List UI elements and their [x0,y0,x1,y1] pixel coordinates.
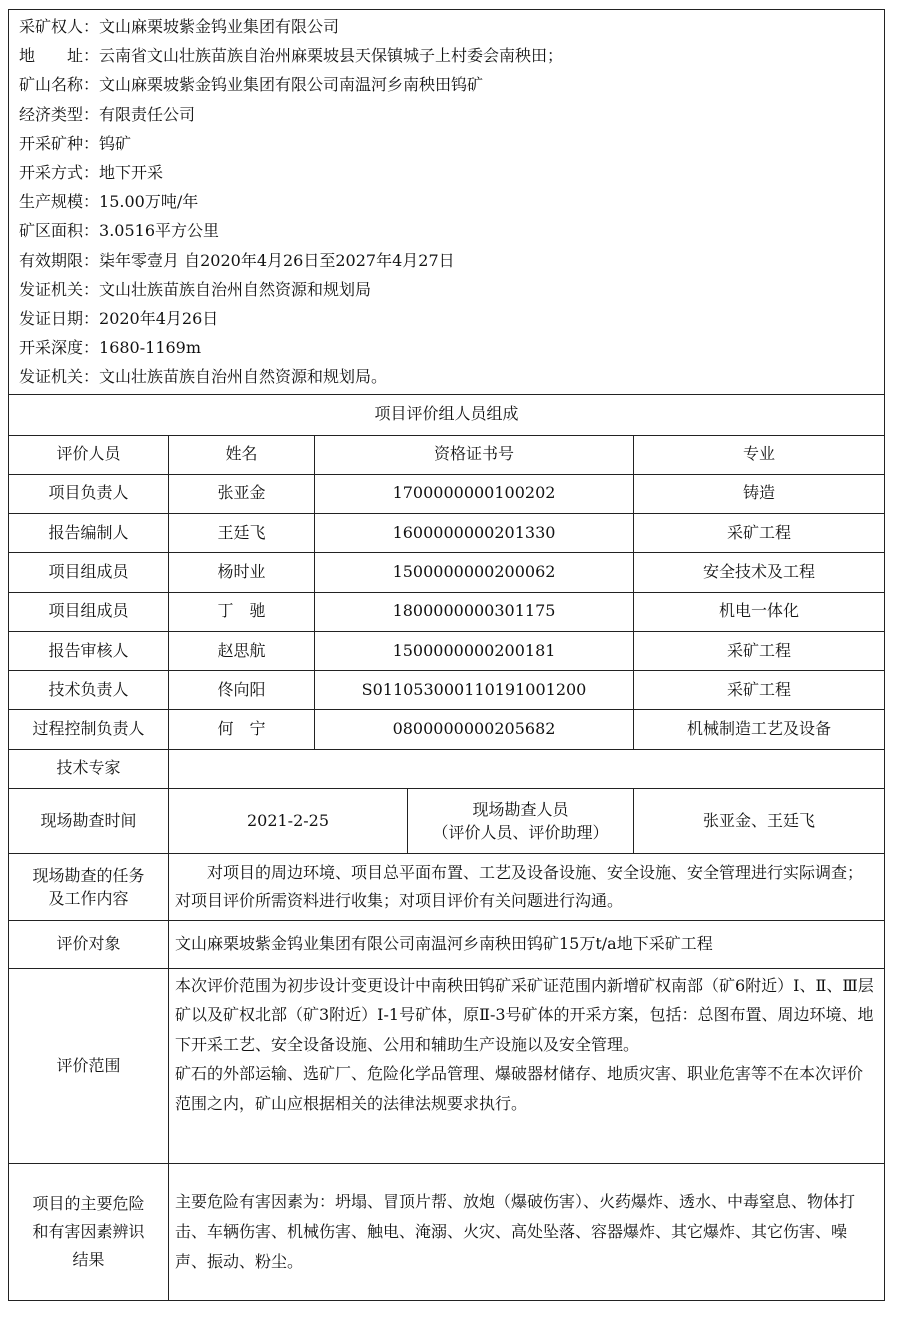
task-label [9,854,169,921]
table-row [9,631,885,670]
info-label: 开采方式： [19,163,100,183]
hazards-text: 主要危险有害因素为：坍塌、冒顶片帮、放炮（爆破伤害）、火药爆炸、透水、中毒窒息、物体打击、车辆伤害、机械伤害、触电、淹溺、火灾、高处坠落、容器爆炸、其它爆炸、其它伤害、噪声、振动、粉尘。 [169,1164,885,1301]
member-role: 项目组成员 [9,553,169,592]
survey-people-value: 张亚金、王廷飞 [634,789,885,854]
document [8,9,884,1301]
info-value: 云南省文山壮族苗族自治州麻栗坡县天保镇城子上村委会南秧田； [99,46,564,66]
info-line [19,362,874,391]
object-row [9,921,885,969]
info-value: 文山麻栗坡紫金钨业集团有限公司 [99,17,340,36]
member-major: 采矿工程 [634,671,885,710]
member-cert: 1600000000201330 [315,513,634,552]
survey-people-label [408,789,634,854]
scope-row [9,969,885,1164]
member-major: 机械制造工艺及设备 [634,710,885,749]
survey-people-label-2: （评价人员、评价助理） [432,823,609,843]
info-line [19,12,874,41]
info-label: 生产规模： [19,192,100,212]
member-cert: S011053000110191001200 [315,671,634,710]
member-major: 安全技术及工程 [634,553,885,592]
team-header-row [9,435,885,474]
member-cert: 1700000000100202 [315,474,634,513]
object-text: 文山麻栗坡紫金钨业集团有限公司南温河乡南秧田钨矿15万t/a地下采矿工程 [169,921,885,969]
license-info [9,10,885,395]
info-value: 文山壮族苗族自治州自然资源和规划局。 [99,367,388,387]
team-rows [9,474,885,749]
task-text: 对项目的周边环境、项目总平面布置、工艺及设备设施、安全设施、安全管理进行实际调查；对项目评价所需资料进行收集；对项目评价有关问题进行沟通。 [169,854,885,921]
info-label: 地 址： [19,46,100,66]
info-value: 2020年4月26日 [99,309,219,329]
info-line [19,275,874,304]
hazards-label-1: 项目的主要危险 [32,1194,145,1214]
hazards-label-3: 结果 [72,1250,105,1270]
scope-label: 评价范围 [9,969,169,1164]
member-name: 赵思航 [169,631,315,670]
expert-row [9,749,885,788]
evaluation-table [8,9,885,1301]
info-label: 开采矿种： [19,133,100,153]
info-label: 矿区面积： [19,221,100,241]
info-label: 经济类型： [19,104,100,124]
header-major: 专业 [634,435,885,474]
survey-row [9,789,885,854]
info-line [19,216,874,245]
info-label: 发证机关： [19,367,100,387]
task-label-2: 及工作内容 [48,889,129,909]
member-major: 采矿工程 [634,631,885,670]
member-role: 项目负责人 [9,474,169,513]
info-label: 有效期限： [19,250,100,270]
task-row [9,854,885,921]
member-cert: 1500000000200062 [315,553,634,592]
info-value: 3.0516平方公里 [99,221,220,241]
info-label: 开采深度： [19,338,100,358]
header-cert: 资格证书号 [315,435,634,474]
member-role: 项目组成员 [9,592,169,631]
hazards-label-2: 和有害因素辨识 [32,1222,145,1242]
member-name: 王廷飞 [169,513,315,552]
table-row [9,513,885,552]
table-row [9,671,885,710]
hazards-row [9,1164,885,1301]
header-name: 姓名 [169,435,315,474]
info-label: 发证日期： [19,309,100,329]
member-role: 报告编制人 [9,513,169,552]
scope-para-2: 矿石的外部运输、选矿厂、危险化学品管理、爆破器材储存、地质灾害、职业危害等不在本次评价范围之内，矿山应根据相关的法律法规要求执行。 [175,1064,864,1113]
survey-time-label: 现场勘查时间 [9,789,169,854]
info-label: 采矿权人： [19,17,100,36]
info-line [19,41,874,70]
info-line [19,333,874,362]
info-line [19,246,874,275]
member-name: 何 宁 [169,710,315,749]
info-value: 文山麻栗坡紫金钨业集团有限公司南温河乡南秧田钨矿 [99,75,484,95]
info-label: 发证机关： [19,279,100,299]
info-value: 钨矿 [99,133,132,153]
info-line [19,129,874,158]
info-line [19,100,874,129]
info-line [19,304,874,333]
info-value: 地下开采 [99,163,164,183]
scope-para-1: 本次评价范围为初步设计变更设计中南秧田钨矿采矿证范围内新增矿权南部（矿6附近）Ⅰ、Ⅱ、Ⅲ层矿以及矿权北部（矿3附近）Ⅰ-1号矿体，原Ⅱ-3号矿体的开采方案，包括：总图布置、周边环境、地下开采工艺、安全设备设施、公用和辅助生产设施以及安全管理。 [175,976,874,1054]
member-cert: 1500000000200181 [315,631,634,670]
info-value: 1680-1169m [99,338,202,358]
member-name: 张亚金 [169,474,315,513]
info-value: 有限责任公司 [99,104,196,124]
team-title: 项目评价组人员组成 [9,394,885,435]
expert-value [169,749,885,788]
info-value: 柒年零壹月 自2020年4月26日至2027年4月27日 [99,250,455,270]
member-cert: 0800000000205682 [315,710,634,749]
table-row [9,710,885,749]
member-major: 铸造 [634,474,885,513]
info-value: 15.00万吨/年 [99,192,199,212]
member-role: 过程控制负责人 [9,710,169,749]
task-label-1: 现场勘查的任务 [32,865,145,885]
member-name: 佟向阳 [169,671,315,710]
table-row [9,553,885,592]
info-label: 矿山名称： [19,75,100,95]
scope-text [169,969,885,1164]
member-major: 采矿工程 [634,513,885,552]
survey-people-label-1: 现场勘查人员 [472,799,569,819]
table-row [9,592,885,631]
object-label: 评价对象 [9,921,169,969]
info-line [19,158,874,187]
survey-time-value: 2021-2-25 [169,789,408,854]
member-role: 报告审核人 [9,631,169,670]
hazards-label [9,1164,169,1301]
info-line [19,70,874,99]
table-row [9,474,885,513]
member-major: 机电一体化 [634,592,885,631]
member-role: 技术负责人 [9,671,169,710]
member-cert: 1800000000301175 [315,592,634,631]
member-name: 丁 驰 [169,592,315,631]
info-value: 文山壮族苗族自治州自然资源和规划局 [99,279,372,299]
license-info-row [9,10,885,395]
info-line [19,187,874,216]
member-name: 杨时业 [169,553,315,592]
expert-label: 技术专家 [9,749,169,788]
header-role: 评价人员 [9,435,169,474]
